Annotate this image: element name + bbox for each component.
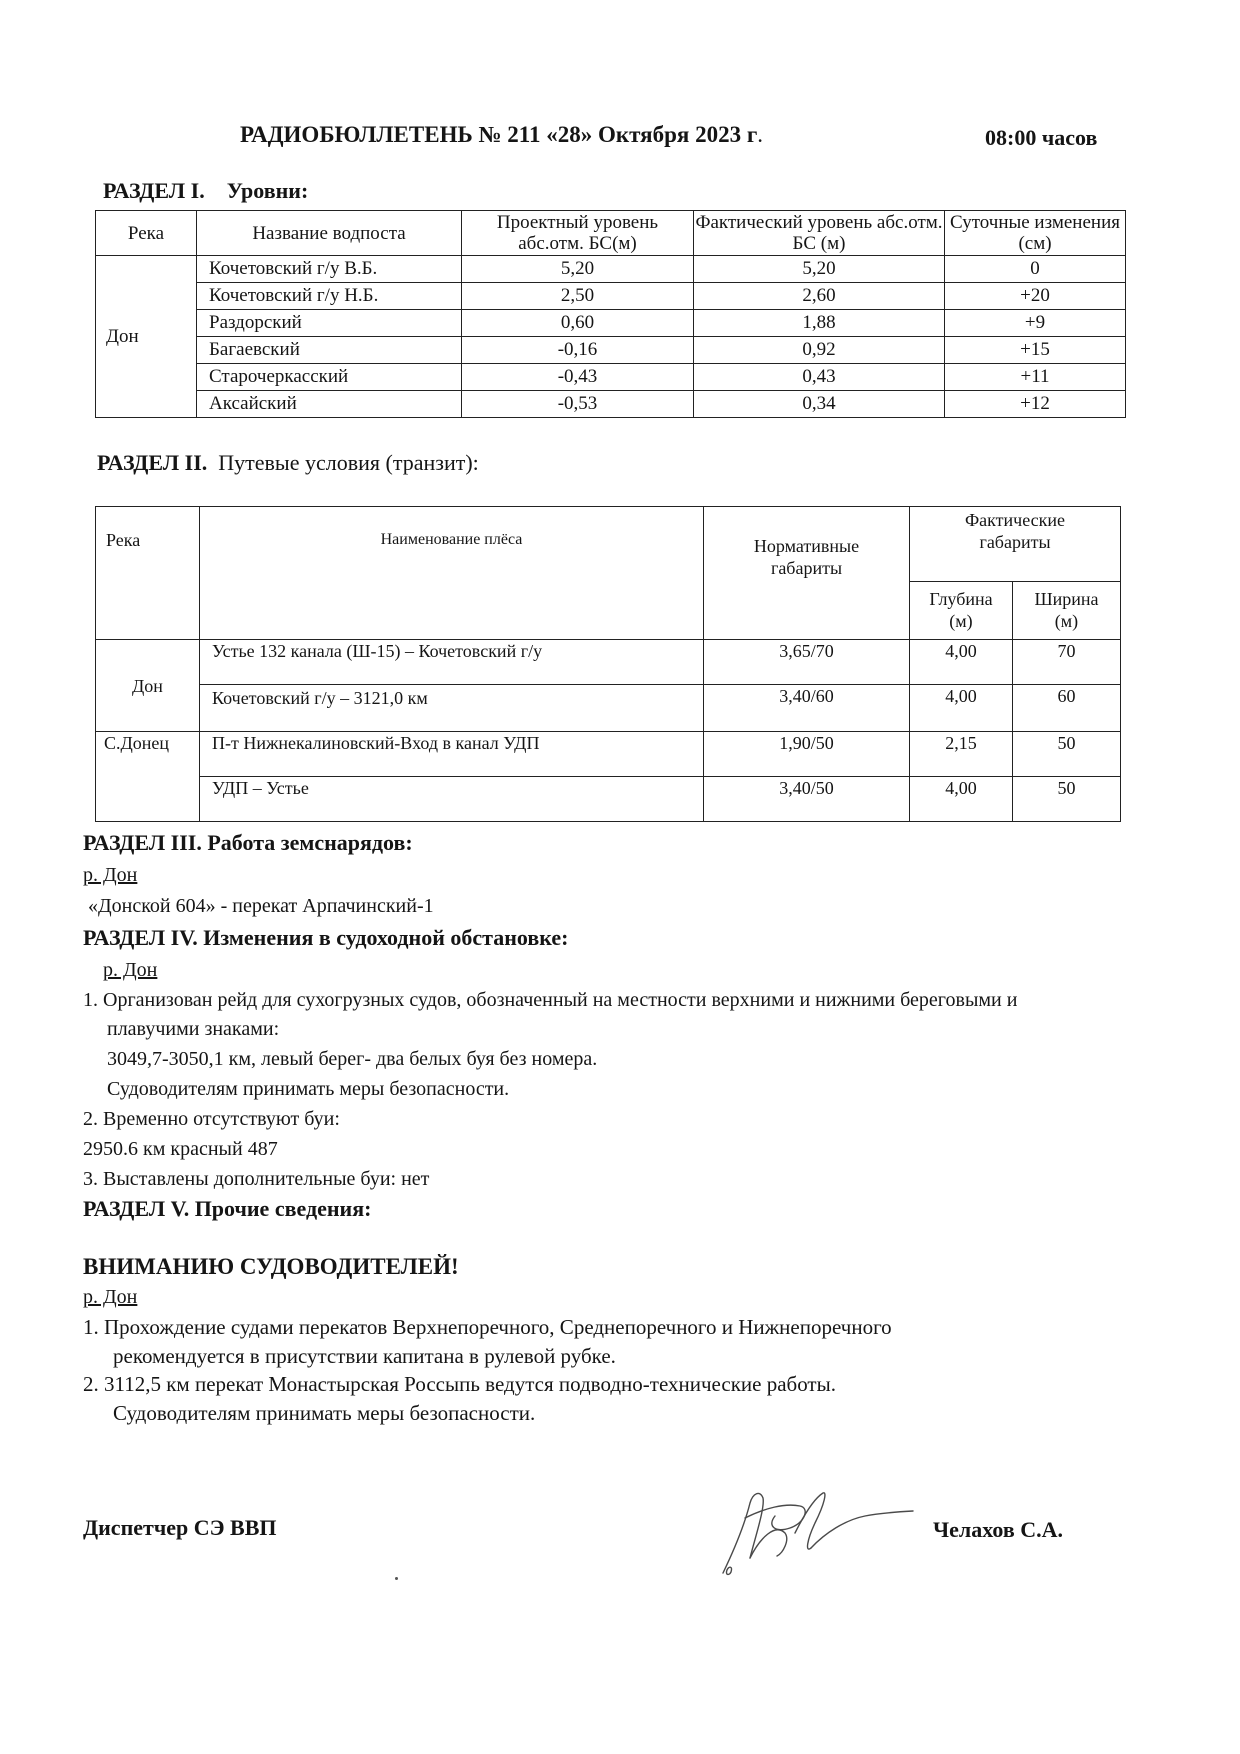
- station-name: Аксайский: [197, 391, 462, 418]
- title-dot: .: [757, 122, 764, 147]
- table-row: [96, 685, 1121, 732]
- table-row: [96, 391, 1126, 418]
- table-row: [96, 283, 1126, 310]
- normative-size: 3,40/60: [704, 685, 910, 732]
- section2-heading: [97, 450, 479, 476]
- reach-name: УДП – Устье: [200, 777, 704, 822]
- section1-heading: [103, 178, 308, 204]
- levels-header-design: Проектный уровень абс.отм. БС(м): [462, 211, 694, 256]
- actual-depth: 4,00: [910, 685, 1013, 732]
- design-level: -0,53: [462, 391, 694, 418]
- levels-table: [95, 210, 1126, 418]
- signature-image: [715, 1478, 915, 1588]
- normative-size: 3,65/70: [704, 640, 910, 685]
- section4-river: р. Дон: [103, 959, 158, 981]
- section3-dredger: «Донской 604» - перекат Арпачинский-1: [88, 895, 434, 917]
- section4-item2-detail: 2950.6 км красный 487: [83, 1138, 278, 1160]
- section4-title: РАЗДЕЛ IV. Изменения в судоходной обстановке:: [83, 925, 569, 950]
- transit-header-row: [96, 507, 1121, 582]
- table-row: [96, 732, 1121, 777]
- actual-level: 1,88: [694, 310, 945, 337]
- table-row: [96, 310, 1126, 337]
- levels-header-change: Суточные изменения (см): [945, 211, 1126, 256]
- section4-item1-location: 3049,7-3050,1 км, левый берег- два белых буя без номера.: [107, 1048, 598, 1070]
- attention-river: р. Дон: [83, 1286, 138, 1308]
- levels-header-actual: Фактический уровень абс.отм. БС (м): [695, 212, 943, 254]
- actual-depth: 2,15: [910, 732, 1013, 777]
- reach-name: П-т Нижнекалиновский-Вход в канал УДП: [200, 732, 704, 777]
- daily-change: +9: [945, 310, 1126, 337]
- actual-depth: 4,00: [910, 640, 1013, 685]
- transit-table: [95, 506, 1121, 822]
- section2-number: РАЗДЕЛ II.: [97, 450, 208, 475]
- daily-change: +15: [945, 337, 1126, 364]
- actual-width: 50: [1013, 777, 1121, 822]
- actual-level: 0,92: [694, 337, 945, 364]
- levels-header-station: Название водпоста: [197, 211, 462, 256]
- transit-header-width: Ширина (м): [1013, 581, 1121, 639]
- actual-width: 70: [1013, 640, 1121, 685]
- design-level: 5,20: [462, 256, 694, 283]
- table-row: [96, 777, 1121, 822]
- levels-header-row: [96, 211, 1126, 256]
- station-name: Багаевский: [197, 337, 462, 364]
- station-name: Раздорский: [197, 310, 462, 337]
- transit-river-cell: С.Донец: [96, 732, 200, 822]
- actual-depth: 4,00: [910, 777, 1013, 822]
- actual-level: 5,20: [694, 256, 945, 283]
- attention-item1-cont: рекомендуется в присутствии капитана в рулевой рубке.: [113, 1344, 616, 1368]
- dispatcher-role: Диспетчер СЭ ВВП: [83, 1515, 277, 1540]
- table-row: [96, 337, 1126, 364]
- section4-item1-cont: плавучими знаками:: [107, 1018, 280, 1040]
- section4-item1-warning: Судоводителям принимать меры безопасности.: [107, 1078, 510, 1100]
- daily-change: +11: [945, 364, 1126, 391]
- transit-header-reach: Наименование плёса: [200, 507, 704, 640]
- table-row: [96, 364, 1126, 391]
- actual-level: 2,60: [694, 283, 945, 310]
- daily-change: +12: [945, 391, 1126, 418]
- bulletin-time: 08:00 часов: [985, 125, 1098, 150]
- reach-name: Устье 132 канала (Ш-15) – Кочетовский г/у: [200, 640, 704, 685]
- design-level: 0,60: [462, 310, 694, 337]
- station-name: Кочетовский г/у В.Б.: [197, 256, 462, 283]
- section2-title: Путевые условия (транзит):: [218, 450, 479, 475]
- design-level: 2,50: [462, 283, 694, 310]
- section4-item1: 1. Организован рейд для сухогрузных судов, обозначенный на местности верхними и нижними береговыми и: [83, 989, 1018, 1011]
- attention-item2-cont: Судоводителям принимать меры безопасности.: [113, 1401, 536, 1425]
- attention-item1: 1. Прохождение судами перекатов Верхнепоречного, Среднепоречного и Нижнепоречного: [83, 1315, 892, 1339]
- normative-size: 3,40/50: [704, 777, 910, 822]
- actual-width: 50: [1013, 732, 1121, 777]
- transit-river-cell: Дон: [96, 640, 200, 732]
- actual-level: 0,34: [694, 391, 945, 418]
- reach-name: Кочетовский г/у – 3121,0 км: [200, 685, 704, 732]
- scan-speck: [395, 1577, 398, 1580]
- attention-title: ВНИМАНИЮ СУДОВОДИТЕЛЕЙ!: [83, 1254, 459, 1279]
- design-level: -0,43: [462, 364, 694, 391]
- section4-item2: 2. Временно отсутствуют буи:: [83, 1108, 340, 1130]
- dispatcher-name: Челахов С.А.: [933, 1517, 1064, 1542]
- section4-item3: 3. Выставлены дополнительные буи: нет: [83, 1168, 430, 1190]
- station-name: Кочетовский г/у Н.Б.: [197, 283, 462, 310]
- table-row: [96, 256, 1126, 283]
- section1-number: РАЗДЕЛ I.: [103, 178, 205, 203]
- bulletin-title: РАДИОБЮЛЛЕТЕНЬ № 211 «28» Октября 2023 г.: [240, 122, 764, 147]
- transit-header-normative: Нормативные габариты: [704, 507, 910, 640]
- normative-size: 1,90/50: [704, 732, 910, 777]
- actual-level: 0,43: [694, 364, 945, 391]
- design-level: -0,16: [462, 337, 694, 364]
- station-name: Старочеркасский: [197, 364, 462, 391]
- daily-change: +20: [945, 283, 1126, 310]
- section5-title: РАЗДЕЛ V. Прочие сведения:: [83, 1196, 372, 1221]
- transit-header-depth: Глубина (м): [910, 581, 1013, 639]
- section3-river: р. Дон: [83, 864, 138, 886]
- attention-item2: 2. 3112,5 км перекат Монастырская Россыпь ведутся подводно-технические работы.: [83, 1372, 836, 1396]
- section3-title: РАЗДЕЛ III. Работа земснарядов:: [83, 830, 413, 855]
- levels-river-cell: Дон: [96, 256, 197, 418]
- actual-width: 60: [1013, 685, 1121, 732]
- transit-header-river: Река: [96, 507, 200, 640]
- table-row: [96, 640, 1121, 685]
- daily-change: 0: [945, 256, 1126, 283]
- transit-header-actual: Фактические габариты: [910, 507, 1121, 582]
- levels-header-river: Река: [96, 211, 197, 256]
- section1-title: Уровни:: [226, 178, 309, 203]
